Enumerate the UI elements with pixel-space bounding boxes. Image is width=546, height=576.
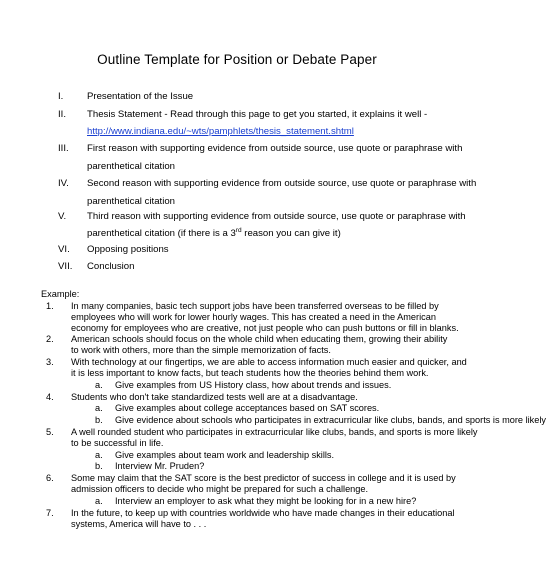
outline-text: Presentation of the Issue bbox=[87, 91, 194, 102]
page-title: Outline Template for Position or Debate Paper bbox=[97, 52, 377, 67]
example-enumerator: 5. bbox=[46, 427, 54, 437]
outline-text: Second reason with supporting evidence from outside source, use quote or paraphrase with bbox=[87, 178, 477, 189]
example-line: Students who don't take standardized tests well are at a disadvantage. bbox=[71, 392, 358, 402]
example-line: it is less important to know facts, but teach students how the theories behind them work. bbox=[71, 368, 429, 378]
example-line: admission officers to decide who might be prepared for such a challenge. bbox=[71, 484, 369, 494]
outline-item-4 bbox=[0, 178, 477, 196]
outline-text bbox=[87, 228, 341, 240]
example-line: to work with others, more than the simple memorization of facts. bbox=[71, 345, 331, 355]
outline-item-6 bbox=[0, 244, 474, 262]
outline-numeral: II. bbox=[58, 109, 66, 120]
example-sub-enumerator: a. bbox=[95, 403, 103, 413]
example-line: Give examples about team work and leadership skills. bbox=[115, 450, 335, 460]
outline-numeral: III. bbox=[58, 143, 69, 154]
example-line: Give examples from US History class, how about trends and issues. bbox=[115, 380, 392, 390]
outline-text: Conclusion bbox=[87, 261, 135, 272]
example-line: In the future, to keep up with countries worldwide who have made changes in their educational bbox=[71, 508, 455, 518]
example-enumerator: 6. bbox=[46, 473, 54, 483]
example-line: Give examples about college acceptances based on SAT scores. bbox=[115, 403, 380, 413]
example-line: Give evidence about schools who participates in extracurricular like clubs, bands, and sports is more likely bbox=[115, 415, 546, 425]
example-enumerator: 4. bbox=[46, 392, 54, 402]
outline-text-part: parenthetical citation (if there is a 3 bbox=[87, 228, 236, 239]
outline-text: Thesis Statement - Read through this page to get you started, it explains it well - bbox=[87, 109, 428, 120]
example-sub-enumerator: a. bbox=[95, 380, 103, 390]
example-enumerator: 7. bbox=[46, 508, 54, 518]
example-line: systems, America will have to . . . bbox=[71, 519, 207, 529]
outline-link-row bbox=[0, 126, 474, 144]
outline-numeral: IV. bbox=[58, 178, 69, 189]
example-line: American schools should focus on the whole child when educating them, growing their ability bbox=[71, 334, 448, 344]
example-enumerator: 2. bbox=[46, 334, 54, 344]
example-sub-enumerator: a. bbox=[95, 496, 103, 506]
example-enumerator: 1. bbox=[46, 301, 54, 311]
thesis-statement-link[interactable]: http://www.indiana.edu/~wts/pamphlets/thesis_statement.shtml bbox=[87, 126, 354, 137]
outline-item-3 bbox=[0, 143, 474, 161]
example-line: Interview an employer to ask what they might be looking for in a new hire? bbox=[115, 496, 417, 506]
example-line: In many companies, basic tech support jobs have been transferred overseas to be filled by bbox=[71, 301, 439, 311]
example-line: Interview Mr. Pruden? bbox=[115, 461, 205, 471]
outline-text-part: reason you can give it) bbox=[241, 228, 341, 239]
outline-text: First reason with supporting evidence from outside source, use quote or paraphrase with bbox=[87, 143, 463, 154]
outline-item-1 bbox=[0, 91, 474, 109]
outline-text: Opposing positions bbox=[87, 244, 169, 255]
outline-item-2 bbox=[0, 109, 474, 127]
example-line: A well rounded student who participates in extracurricular like clubs, bands, and sports is more likely bbox=[71, 427, 478, 437]
example-sub-enumerator: b. bbox=[95, 415, 103, 425]
outline-item-7 bbox=[0, 261, 474, 279]
outline-text: parenthetical citation bbox=[87, 196, 175, 207]
example-line: Some may claim that the SAT score is the best predictor of success in college and it is used by bbox=[71, 473, 456, 483]
outline-numeral: VII. bbox=[58, 261, 73, 272]
example-sub-enumerator: a. bbox=[95, 450, 103, 460]
example-enumerator: 3. bbox=[46, 357, 54, 367]
example-line: economy for employees who are creative, not just people who can push buttons or fill in blanks. bbox=[71, 323, 459, 333]
example-line: to be successful in life. bbox=[71, 438, 164, 448]
outline-text: parenthetical citation bbox=[87, 161, 175, 172]
example-line: With technology at our fingertips, we are able to access information much easier and quicker, and bbox=[71, 357, 467, 367]
example-line: employees who will work for lower hourly wages. This has created a need in the American bbox=[71, 312, 436, 322]
outline-numeral: VI. bbox=[58, 244, 70, 255]
outline-text: Third reason with supporting evidence from outside source, use quote or paraphrase with bbox=[87, 211, 466, 222]
outline-numeral: I. bbox=[58, 91, 64, 102]
example-heading: Example: bbox=[41, 289, 80, 299]
ordinal-suffix: rd bbox=[235, 227, 242, 234]
example-sub-enumerator: b. bbox=[95, 461, 103, 471]
outline-numeral: V. bbox=[58, 211, 67, 222]
outline-item-3-cont bbox=[0, 161, 474, 179]
